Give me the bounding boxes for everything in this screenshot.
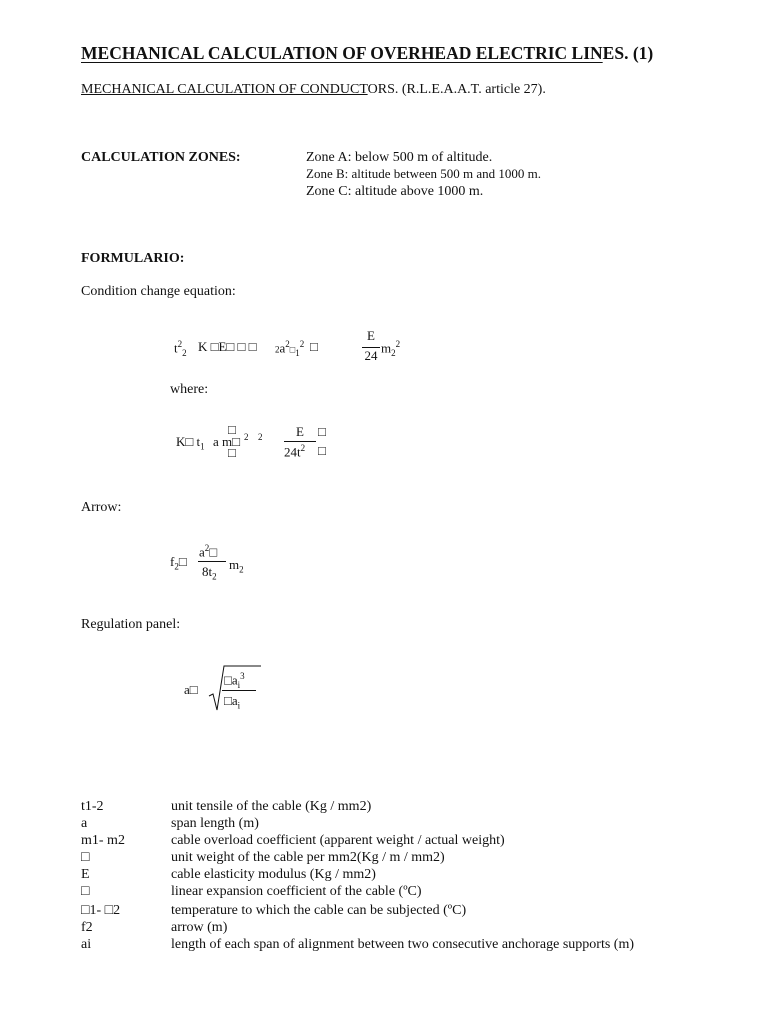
- legend-row: [81, 937, 721, 955]
- eq2-am: a m□: [213, 434, 240, 449]
- subtitle-rest: ORS. (R.L.E.A.A.T. article 27).: [367, 82, 546, 97]
- eq1-frac-den: 24: [364, 348, 378, 363]
- legend-symbol: □: [81, 884, 90, 899]
- legend-description: temperature to which the cable can be subjected (ºC): [171, 903, 467, 918]
- legend-row: [81, 799, 721, 817]
- legend-symbol: □1- □2: [81, 903, 121, 918]
- legend-row: [81, 920, 721, 938]
- legend-symbol: E: [81, 867, 90, 882]
- legend-symbol: ai: [81, 937, 92, 952]
- eq1-tail: □: [310, 339, 318, 354]
- eq4-num: $□a_i^3$: [224, 671, 245, 690]
- eq4-a: a□: [184, 682, 198, 697]
- legend-description: cable overload coefficient (apparent weight / actual weight): [171, 833, 505, 848]
- legend-description: linear expansion coefficient of the cable (ºC): [171, 884, 422, 899]
- regulation-label: Regulation panel:: [81, 617, 181, 632]
- section-subtitle: [81, 82, 546, 98]
- eq2-two-1: 2: [244, 432, 249, 442]
- legend-description: arrow (m): [171, 920, 228, 935]
- condition-change-label: Condition change equation:: [81, 284, 236, 299]
- legend-row: [81, 903, 721, 921]
- zone-b: Zone B: altitude between 500 m and 1000 m.: [306, 166, 542, 181]
- eq3-m: $m_2$: [229, 557, 244, 575]
- legend-symbol: f2: [81, 920, 93, 935]
- eq2-bracket-left-bottom: □: [228, 445, 236, 460]
- eq4-frac-line: [222, 690, 256, 691]
- formulario-heading: FORMULARIO:: [81, 251, 185, 266]
- legend-row: [81, 816, 721, 834]
- eq2-bracket-right-top: □: [318, 424, 326, 439]
- eq2-frac-line: [284, 441, 316, 442]
- legend-row: [81, 867, 721, 885]
- eq1-lhs: $t^2_2$: [174, 339, 187, 358]
- legend-symbol: t1-2: [81, 799, 104, 814]
- legend-description: unit tensile of the cable (Kg / mm2): [171, 799, 372, 814]
- legend-description: unit weight of the cable per mm2(Kg / m / mm2): [171, 850, 445, 865]
- eq2-bracket-left-top: □: [228, 422, 236, 437]
- eq1-body: K □E□ □ □: [198, 339, 257, 354]
- eq2-two-2: 2: [258, 432, 263, 442]
- legend-symbol: □: [81, 850, 90, 865]
- legend-description: cable elasticity modulus (Kg / mm2): [171, 867, 376, 882]
- zone-a: Zone A: below 500 m of altitude.: [306, 150, 493, 165]
- legend-row: [81, 884, 721, 902]
- where-label: where:: [170, 382, 209, 397]
- eq2-frac-num: E: [296, 424, 304, 439]
- page-title-rest: ES. (1): [602, 43, 654, 63]
- legend-symbol: m1- m2: [81, 833, 125, 848]
- legend-description: span length (m): [171, 816, 259, 831]
- legend-row: [81, 850, 721, 868]
- page-title-underlined: MECHANICAL CALCULATION OF OVERHEAD ELECTRIC LIN: [81, 43, 603, 63]
- legend-row: [81, 833, 721, 851]
- eq1-m: $m_2^2$: [381, 339, 401, 358]
- eq1-a2: $2a^2□_1^2$: [275, 339, 305, 358]
- eq3-frac-num: $a^2□$: [199, 543, 218, 560]
- zones-label: CALCULATION ZONES:: [81, 150, 241, 165]
- page-title: [81, 43, 653, 64]
- eq3-frac-line: [198, 561, 226, 562]
- eq2-frac-den: $24t^2$: [284, 443, 306, 460]
- zone-c: Zone C: altitude above 1000 m.: [306, 184, 484, 199]
- eq4-den: $□a_i$: [224, 693, 241, 711]
- eq3-f: $f_2□$: [170, 554, 187, 572]
- legend-symbol: a: [81, 816, 88, 831]
- arrow-label: Arrow:: [81, 500, 122, 515]
- eq3-frac-den: $8t_2$: [202, 564, 217, 582]
- eq2-bracket-right-bottom: □: [318, 443, 326, 458]
- subtitle-underlined: MECHANICAL CALCULATION OF CONDUCT: [81, 82, 368, 97]
- legend-description: length of each span of alignment between two consecutive anchorage supports (m): [171, 937, 635, 952]
- eq2-k: K□ $t_1$: [176, 434, 205, 452]
- eq1-frac-num: E: [367, 328, 375, 343]
